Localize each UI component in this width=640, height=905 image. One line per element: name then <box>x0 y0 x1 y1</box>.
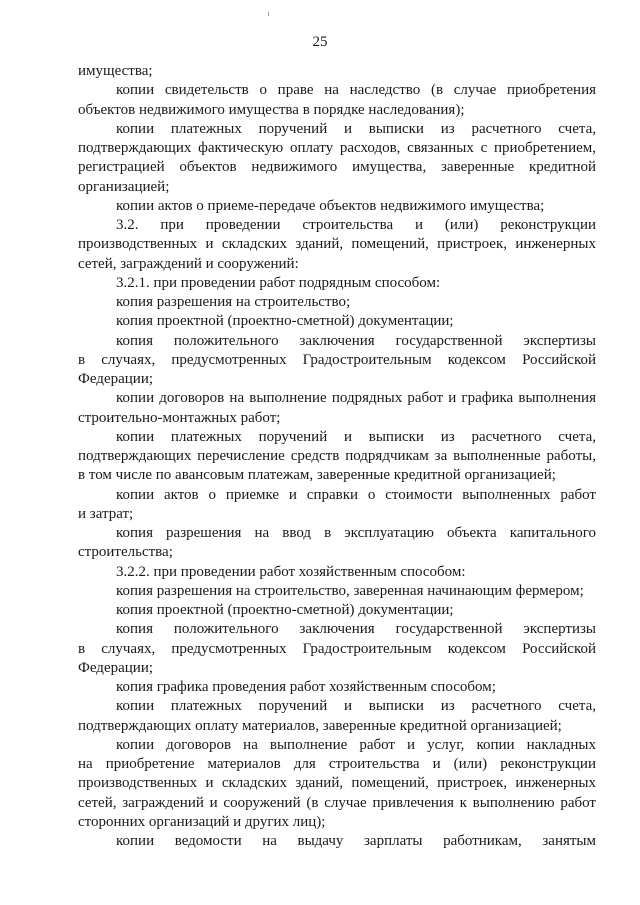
paragraph-p2 <box>78 81 596 120</box>
text-line: сетей, заграждений и сооружений: <box>78 255 299 272</box>
text-line: регистрацией объектов недвижимого имущества, заверенные кредитной <box>78 159 596 176</box>
text-line: копия положительного заключения государственной экспертизы <box>116 332 596 349</box>
text-line: 3.2. при проведении строительства и (или) реконструкции <box>116 217 596 233</box>
text-line: 3.2.1. при проведении работ подрядным способом: <box>116 274 441 291</box>
text-line: копия разрешения на строительство; <box>116 294 351 310</box>
paragraph-p5 <box>78 216 596 274</box>
paragraph-p20 <box>78 736 596 832</box>
paragraph-p11 <box>78 428 596 486</box>
text-line: копии актов о приемке и справки о стоимости выполненных работ <box>116 486 596 503</box>
paragraph-p13 <box>78 524 596 563</box>
paragraph-p1 <box>78 62 596 81</box>
text-line: копия разрешения на ввод в эксплуатацию объекта капитального <box>116 525 596 541</box>
paragraph-p16 <box>78 601 596 620</box>
paragraph-p8 <box>78 312 596 331</box>
text-line: имущества; <box>78 63 153 79</box>
paragraph-p4 <box>78 197 596 216</box>
text-line: в том числе по авансовым платежам, заверенные кредитной организацией; <box>78 467 556 484</box>
text-line: копии актов о приеме-передаче объектов недвижимого имущества; <box>116 197 545 214</box>
text-line: копии договоров на выполнение подрядных работ и графика выполнения <box>116 390 596 407</box>
text-line: Федерации; <box>78 659 154 676</box>
text-line: строительства; <box>78 544 173 561</box>
text-line: копия разрешения на строительство, заверенная начинающим фермером; <box>116 582 584 599</box>
text-line: копия проектной (проектно-сметной) документации; <box>116 313 454 330</box>
text-line: копии платежных поручений и выписки из расчетного счета, <box>116 698 596 715</box>
document-body <box>78 62 596 851</box>
paragraph-p10 <box>78 389 596 428</box>
text-line: и затрат; <box>78 505 134 522</box>
text-line: копии платежных поручений и выписки из расчетного счета, <box>116 120 596 137</box>
scan-mark <box>268 12 269 16</box>
paragraph-p14 <box>78 563 596 582</box>
paragraph-p7 <box>78 293 596 312</box>
text-line: подтверждающих оплату материалов, заверенные кредитной организацией; <box>78 717 562 734</box>
text-line: в случаях, предусмотренных Градостроительным кодексом Российской <box>78 640 596 657</box>
paragraph-p3 <box>78 120 596 197</box>
text-line: копии платежных поручений и выписки из расчетного счета, <box>116 428 596 445</box>
text-line: 3.2.2. при проведении работ хозяйственным способом: <box>116 563 466 580</box>
text-line: копия положительного заключения государственной экспертизы <box>116 621 596 638</box>
paragraph-p9 <box>78 332 596 390</box>
text-line: копия графика проведения работ хозяйственным способом; <box>116 679 496 695</box>
paragraph-p17 <box>78 620 596 678</box>
text-line: объектов недвижимого имущества в порядке наследования); <box>78 101 465 118</box>
text-line: в случаях, предусмотренных Градостроительным кодексом Российской <box>78 351 596 368</box>
paragraph-p19 <box>78 697 596 736</box>
text-line: копии договоров на выполнение работ и услуг, копии накладных <box>116 736 596 753</box>
page-number: 25 <box>312 34 328 50</box>
text-line: копии ведомости на выдачу зарплаты работникам, занятым <box>116 833 596 849</box>
text-line: копии свидетельств о праве на наследство (в случае приобретения <box>116 82 596 99</box>
text-line: производственных и складских зданий, помещений, пристроек, инженерных <box>78 775 596 792</box>
text-line: организацией; <box>78 178 170 195</box>
text-line: строительно-монтажных работ; <box>78 409 281 426</box>
paragraph-p6 <box>78 274 596 293</box>
paragraph-p12 <box>78 486 596 525</box>
text-line: Федерации; <box>78 371 154 387</box>
text-line: подтверждающих фактическую оплату расходов, связанных с приобретением, <box>78 140 596 156</box>
paragraph-p15 <box>78 582 596 601</box>
text-line: копия проектной (проектно-сметной) документации; <box>116 602 454 618</box>
paragraph-p21 <box>78 832 596 851</box>
text-line: сетей, заграждений и сооружений (в случае привлечения к выполнению работ <box>78 794 596 811</box>
text-line: на приобретение материалов для строительства и (или) реконструкции <box>78 756 596 772</box>
text-line: производственных и складских зданий, помещений, пристроек, инженерных <box>78 236 596 253</box>
paragraph-p18 <box>78 678 596 697</box>
text-line: подтверждающих перечисление средств подрядчикам за выполненные работы, <box>78 448 596 464</box>
text-line: сторонних организаций и других лиц); <box>78 813 326 830</box>
